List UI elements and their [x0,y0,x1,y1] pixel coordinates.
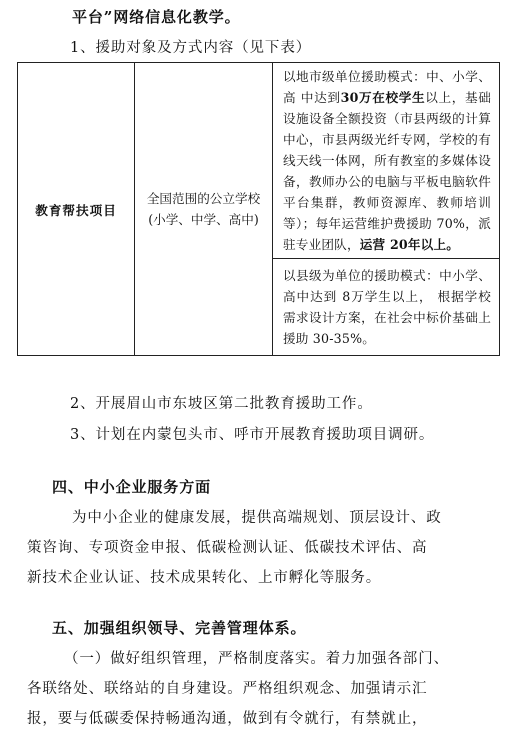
mode-1-text-b: 以上，基础设施设备全额投资（市县两级的计算中心，市县两级光纤专网，学校的有线天线一体网，所有教室的多媒体设备，教师办公的电脑与平板电脑软件平台集群，教师资源库、教师培训等）；每年运营维护费援助 70%，派驻专业团队， [283,90,491,252]
section-4-heading: 四、中小企业服务方面 [52,478,212,496]
item-3-text: 3、计划在内蒙包头市、呼市开展教育援助项目调研。 [70,427,435,443]
section-4-line-3: 新技术企业认证、技术成果转化、上市孵化等服务。 [27,570,382,586]
intro-tail-text: 平台”网络信息化教学。 [72,8,241,26]
mode-1-bold-b: 运营 20年以上。 [359,237,460,252]
item-1-text: 1、援助对象及方式内容（见下表） [70,40,312,56]
aid-table [17,62,500,356]
section-4-line-1: 为中小企业的健康发展，提供高端规划、顶层设计、政 [72,510,442,526]
scope-line-1: 全国范围的公立学校 [146,191,261,206]
category-cell: 教育帮扶项目 [18,63,135,356]
section-5-heading: 五、加强组织领导、完善管理体系。 [52,619,307,637]
mode-1-text-a: 以地市级单位援助模式：中、小学、高 中达到 [283,69,491,105]
section-4-line-2: 策咨询、专项资金申报、低碳检测认证、低碳技术评估、高 [27,540,428,556]
scope-line-2: (小学、中学、高中) [148,212,259,227]
mode-2-cell: 以县级为单位的援助模式：中小学、高中达到 8万学生以上， 根据学校需求设计方案，在社会中标价基础上援助 30-35%。 [273,259,500,356]
table-row [18,63,500,259]
item-2-text: 2、开展眉山市东坡区第二批教育援助工作。 [70,396,373,412]
scope-cell [135,63,273,356]
section-5-line-2: 各联络处、联络站的自身建设。严格组织观念、加强请示汇 [27,681,428,697]
section-5-line-1: （一）做好组织管理，严格制度落实。着力加强各部门、 [64,651,449,667]
mode-1-bold-a: 30万在校学生 [340,90,426,105]
section-5-line-3: 报，要与低碳委保持畅通沟通，做到有令就行，有禁就止， [27,711,428,727]
mode-1-cell [273,63,500,259]
